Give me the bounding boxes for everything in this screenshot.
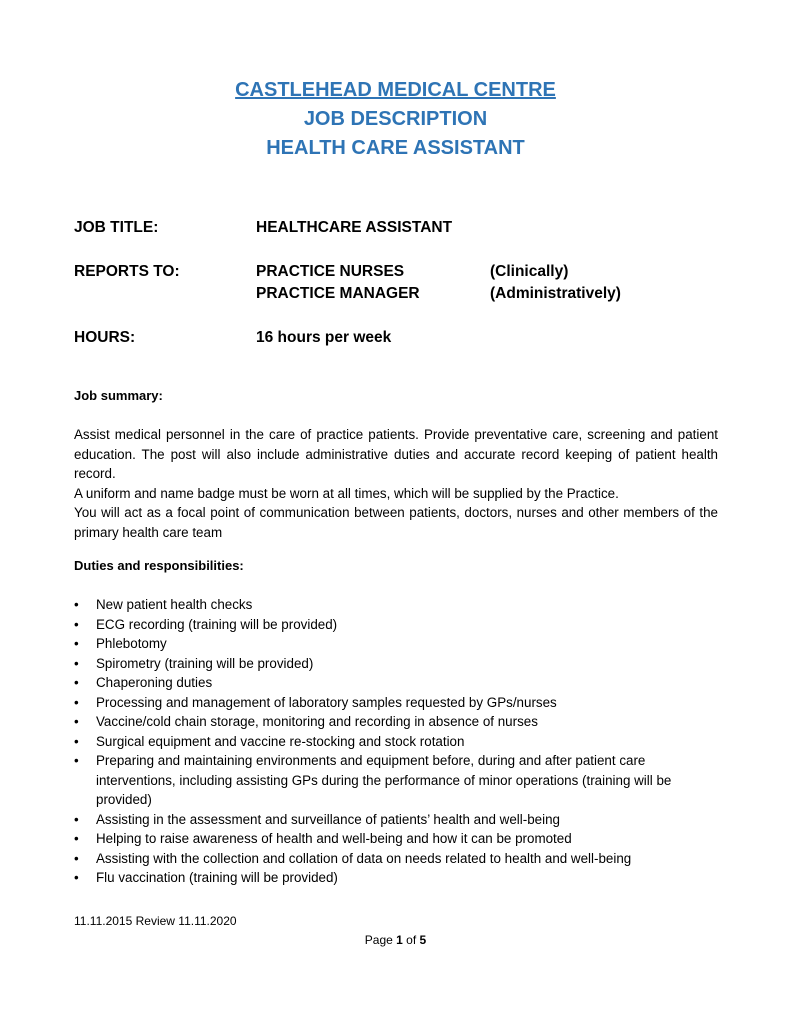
title-role: HEALTH CARE ASSISTANT bbox=[266, 137, 525, 159]
page-current: 1 bbox=[396, 933, 403, 947]
hours-label: HOURS: bbox=[74, 329, 136, 346]
hours-value: 16 hours per week bbox=[256, 329, 392, 346]
document-title bbox=[0, 76, 791, 163]
page-total: 5 bbox=[419, 933, 427, 947]
job-title-label: JOB TITLE: bbox=[74, 219, 159, 236]
bullet-icon: • bbox=[74, 675, 79, 690]
list-item: • Vaccine/cold chain storage, monitoring and recording in absence of nurses bbox=[74, 712, 724, 732]
reports-to-label: REPORTS TO: bbox=[74, 263, 180, 280]
job-title-value: HEALTHCARE ASSISTANT bbox=[256, 219, 453, 236]
duties-list bbox=[74, 595, 724, 888]
list-item: • Spirometry (training will be provided) bbox=[74, 654, 724, 674]
list-item: • Phlebotomy bbox=[74, 634, 724, 654]
bullet-icon: • bbox=[74, 694, 79, 710]
bullet-icon: • bbox=[74, 616, 79, 632]
bullet-icon: • bbox=[74, 831, 79, 846]
title-practice-name: CASTLEHEAD MEDICAL CENTRE bbox=[235, 79, 556, 101]
list-item: • Assisting with the collection and collation of data on needs related to health and well-being bbox=[74, 849, 724, 869]
page-number: Page 1 of 5 bbox=[364, 933, 427, 947]
title-job-description: JOB DESCRIPTION bbox=[303, 108, 488, 130]
list-item: • Preparing and maintaining environments and equipment before, during and after patient care interventions, including assisting GPs during the performance of minor operations (training will be provided) bbox=[74, 753, 672, 807]
job-summary-heading: Job summary: bbox=[74, 388, 163, 403]
reports-to-note-1: (Clinically) bbox=[490, 263, 569, 280]
duties-heading: Duties and responsibilities: bbox=[74, 558, 244, 573]
summary-paragraph-3: You will act as a focal point of communication between patients, doctors, nurses and other members of the primary health care team bbox=[74, 505, 718, 540]
bullet-icon: • bbox=[74, 714, 79, 729]
bullet-icon: • bbox=[74, 733, 79, 749]
bullet-icon: • bbox=[74, 636, 79, 651]
bullet-icon: • bbox=[74, 597, 79, 612]
bullet-icon: • bbox=[74, 850, 79, 866]
list-item: • Flu vaccination (training will be provided) bbox=[74, 868, 724, 888]
reports-to-value-1: PRACTICE NURSES bbox=[256, 263, 405, 280]
footer-date: 11.11.2015 Review 11.11.2020 bbox=[74, 914, 237, 928]
list-item: • Chaperoning duties bbox=[74, 673, 724, 693]
summary-paragraph-2: A uniform and name badge must be worn at all times, which will be supplied by the Practice. bbox=[74, 485, 619, 501]
reports-to-value-2: PRACTICE MANAGER bbox=[256, 285, 420, 302]
bullet-icon: • bbox=[74, 753, 79, 768]
bullet-icon: • bbox=[74, 655, 79, 671]
bullet-icon: • bbox=[74, 811, 79, 827]
list-item: • Processing and management of laboratory samples requested by GPs/nurses bbox=[74, 693, 724, 713]
job-summary-text bbox=[74, 425, 718, 542]
list-item: • New patient health checks bbox=[74, 595, 724, 615]
list-item: • Assisting in the assessment and surveillance of patients’ health and well-being bbox=[74, 810, 724, 830]
list-item: • ECG recording (training will be provided) bbox=[74, 615, 724, 635]
reports-to-note-2: (Administratively) bbox=[490, 285, 621, 302]
list-item: • Surgical equipment and vaccine re-stocking and stock rotation bbox=[74, 732, 724, 752]
summary-paragraph-1: Assist medical personnel in the care of practice patients. Provide preventative care, screening and patient education. The post will also include administrative duties and accurate record keeping of patient health record. bbox=[74, 427, 718, 481]
bullet-icon: • bbox=[74, 870, 79, 885]
list-item: • Helping to raise awareness of health and well-being and how it can be promoted bbox=[74, 829, 724, 849]
